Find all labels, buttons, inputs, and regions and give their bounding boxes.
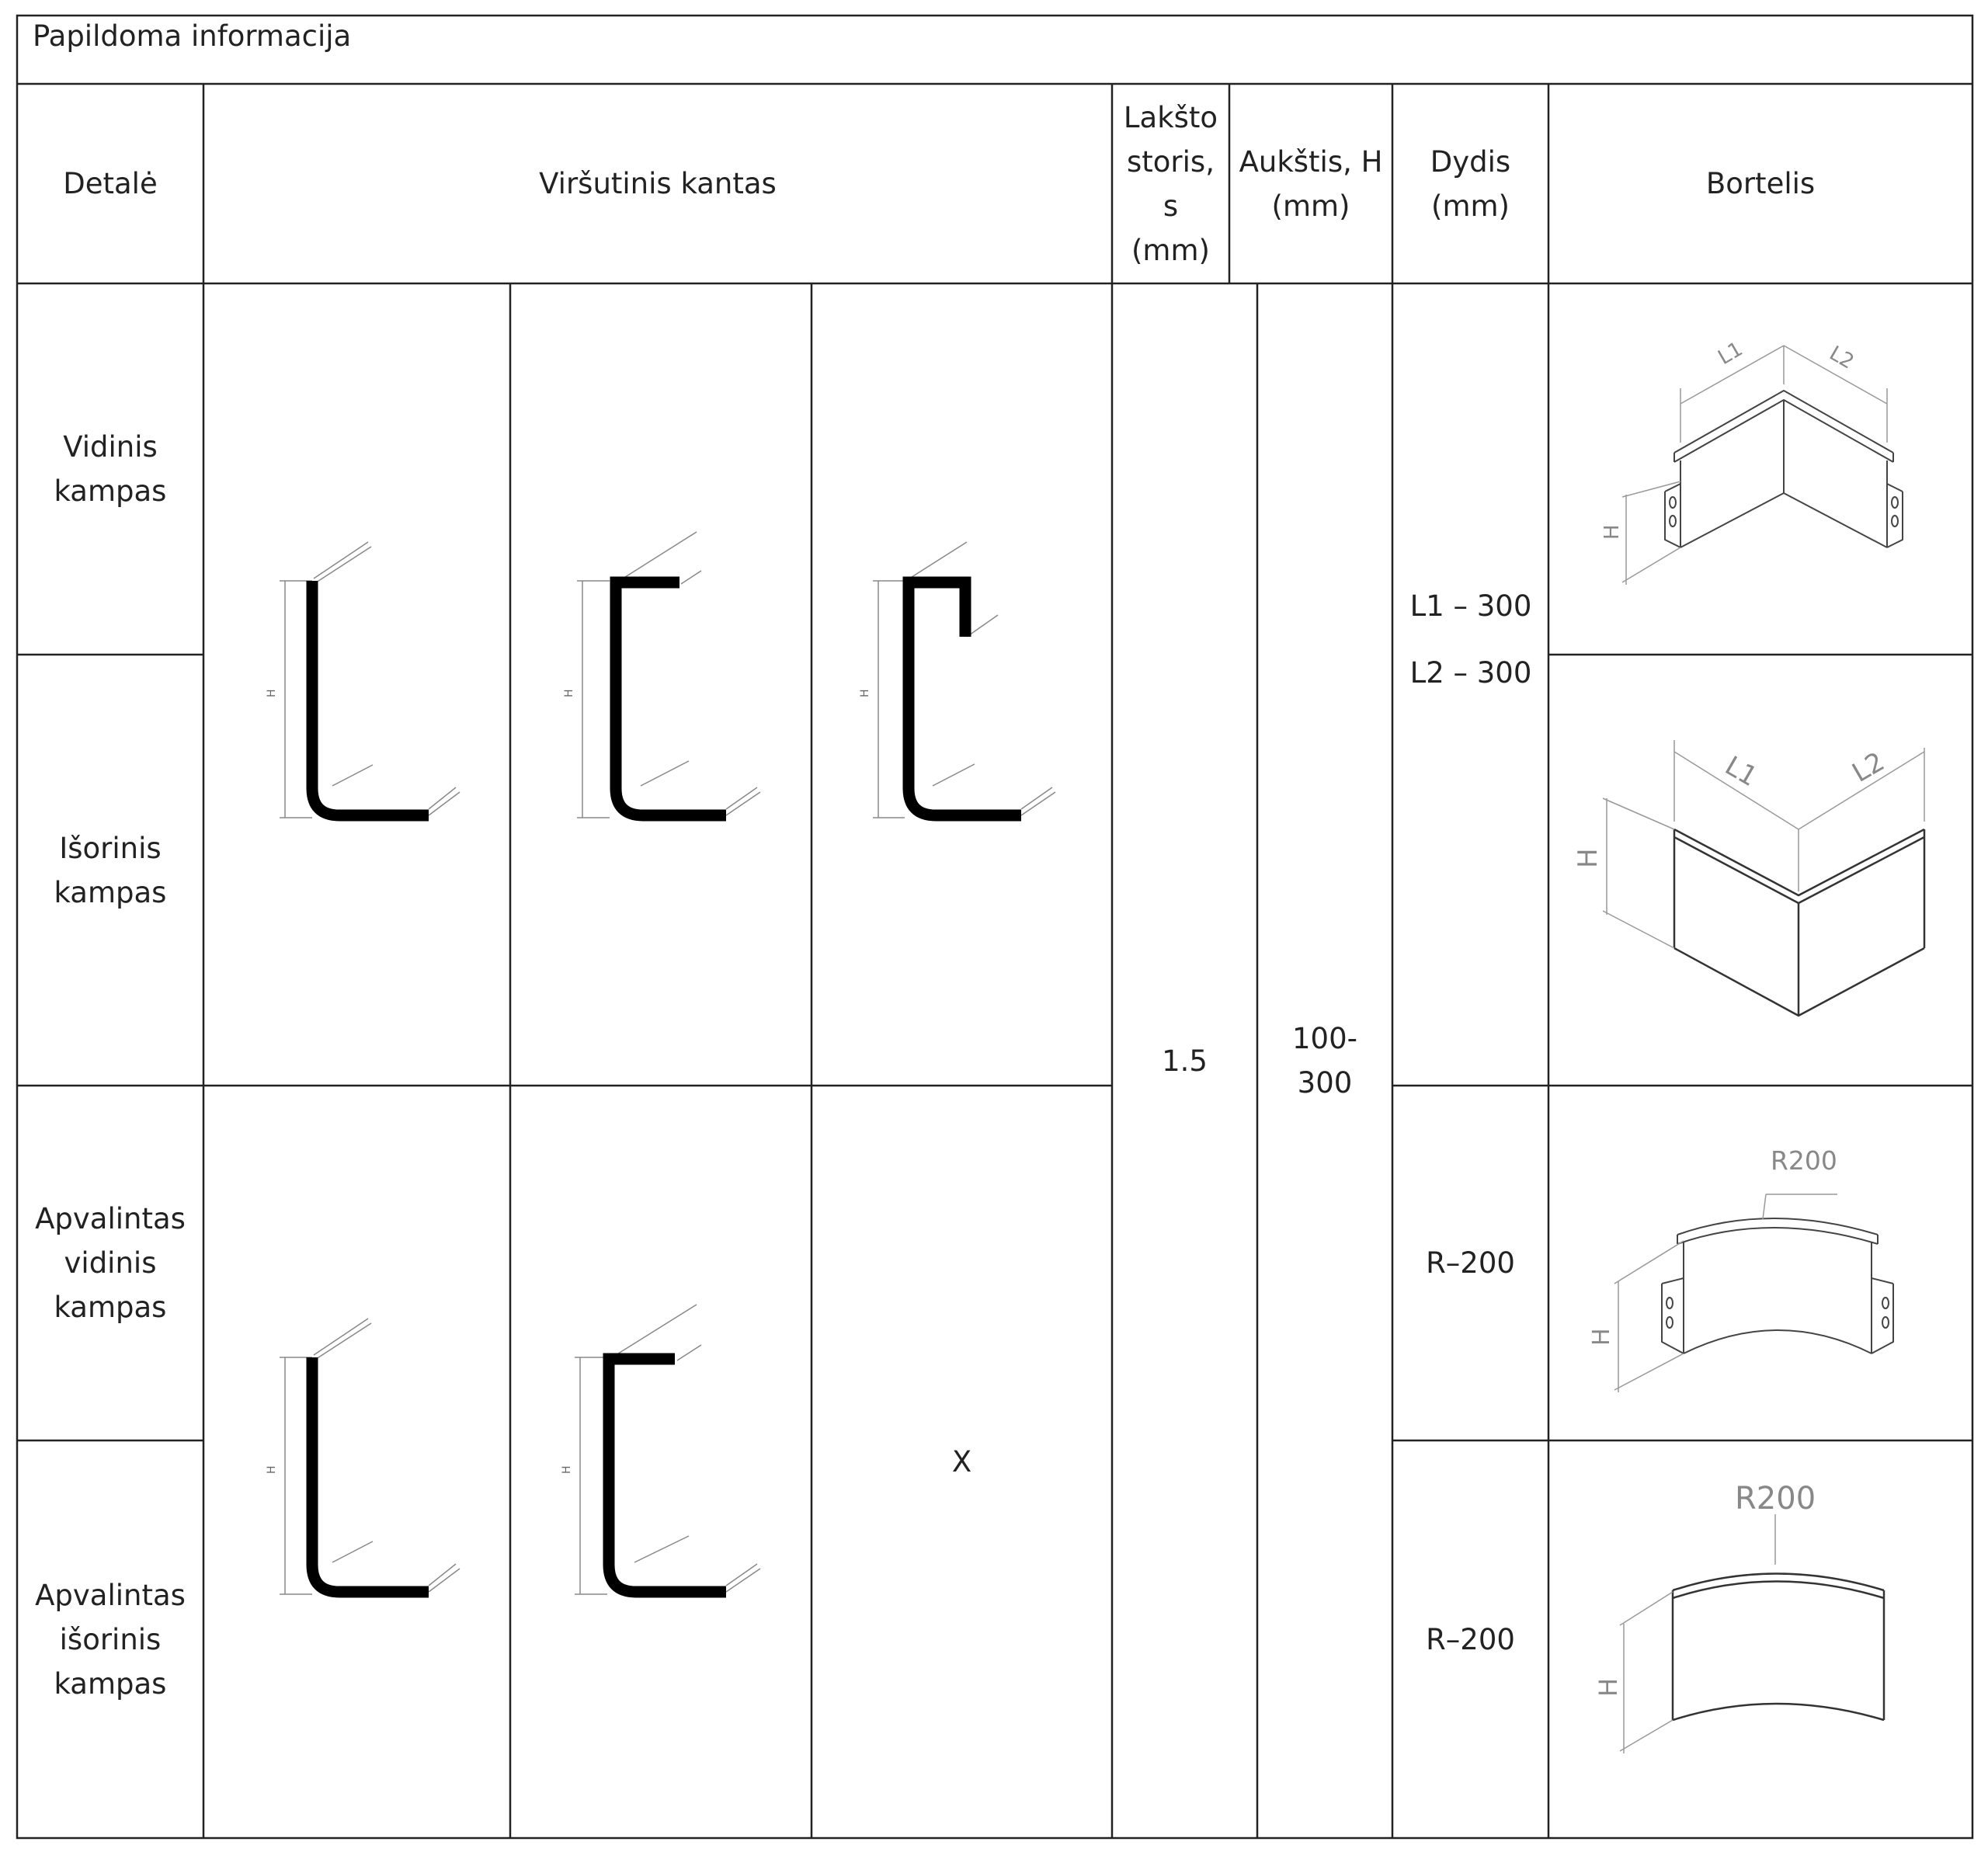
thickness-value: 1.5 — [1162, 1044, 1208, 1078]
h-dimension-label: H — [1588, 1328, 1615, 1346]
l1-label: L1 — [1714, 337, 1747, 370]
h-dimension-label: H — [266, 689, 278, 697]
row-label-apvalintas-vidinis-kampas: Apvalintas vidinis kampas — [35, 1202, 186, 1324]
row-label-isorinis-kampas: Išorinis kampas — [54, 831, 167, 909]
l2-label: L2 — [1847, 745, 1890, 789]
header-detale: Detalė — [63, 167, 158, 200]
h-dimension-label: H — [561, 1465, 573, 1474]
h-dimension-label: H — [1600, 524, 1624, 540]
l1-label: L1 — [1719, 750, 1763, 794]
table-title: Papildoma informacija — [33, 19, 352, 53]
row-label-vidinis-kampas: Vidinis kampas — [54, 430, 167, 508]
h-dimension-label: H — [1573, 848, 1604, 868]
header-bortelis: Bortelis — [1705, 167, 1816, 200]
h-dimension-label: H — [266, 1465, 278, 1474]
header-laksto-storis: Lakšto storis, s (mm) — [1123, 100, 1218, 267]
h-dimension-label: H — [563, 689, 575, 697]
row-label-apvalintas-isorinis-kampas: Apvalintas išorinis kampas — [35, 1578, 186, 1701]
header-dydis: Dydis (mm) — [1430, 144, 1511, 223]
size-r-outer-value: R–200 — [1426, 1622, 1515, 1656]
bortelis-inner-corner-figure — [1548, 283, 1972, 655]
header-virsutinis-kantas: Viršutinis kantas — [539, 167, 777, 200]
size-r-inner-value: R–200 — [1426, 1246, 1515, 1280]
size-l2-value: L2 – 300 — [1409, 656, 1532, 690]
h-dimension-label: H — [1594, 1677, 1623, 1697]
profile-l-shape-figure — [203, 497, 510, 839]
h-dimension-label: H — [859, 689, 871, 697]
header-aukstis: Aukštis, H (mm) — [1239, 144, 1383, 223]
size-l1-value: L1 – 300 — [1409, 589, 1532, 623]
profile-l-shape-rounded-figure — [203, 1274, 510, 1615]
l2-label: L2 — [1825, 342, 1858, 374]
height-value: 100- 300 — [1292, 1022, 1357, 1100]
profile-u-shape-figure — [510, 497, 812, 839]
bortelis-rounded-inner-figure — [1548, 1086, 1972, 1440]
r200-label: R200 — [1771, 1145, 1837, 1176]
profile-hook-shape-figure — [812, 497, 1112, 839]
r200-label: R200 — [1735, 1481, 1816, 1517]
bortelis-outer-corner-figure — [1548, 655, 1972, 1086]
bortelis-rounded-outer-figure — [1548, 1440, 1972, 1838]
profile-u-shape-rounded-figure — [510, 1274, 812, 1615]
not-available-mark: X — [951, 1445, 972, 1479]
